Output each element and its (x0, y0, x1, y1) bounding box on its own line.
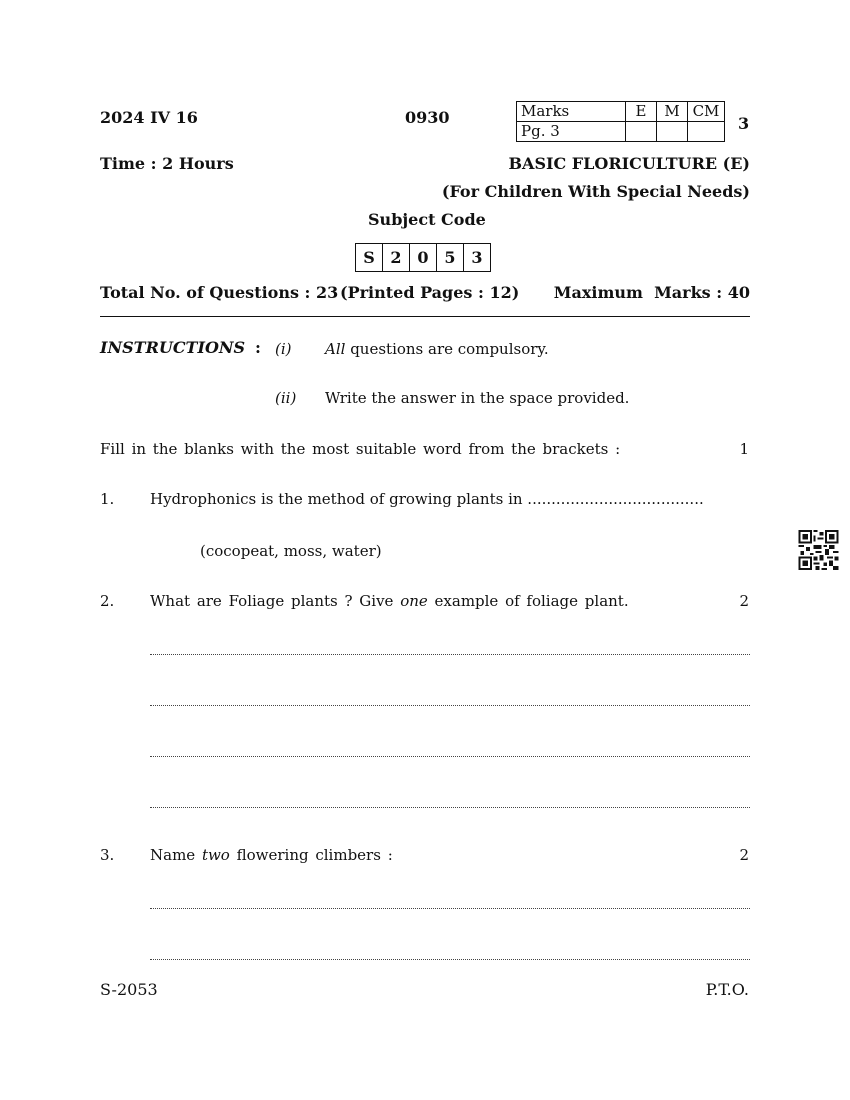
page-label: Pg. 3 (517, 122, 626, 142)
audience-note: (For Children With Special Needs) (441, 182, 750, 201)
time-allowed: Time : 2 Hours (100, 154, 234, 173)
question-number: 2. (100, 592, 115, 610)
marks-cell-m (657, 122, 688, 142)
question-number: 3. (100, 846, 115, 864)
marks-col-e: E (626, 102, 657, 122)
box-total: 3 (738, 114, 750, 133)
answer-options: (cocopeat, moss, water) (200, 542, 382, 560)
instruction-num: (ii) (275, 389, 297, 407)
answer-line[interactable] (150, 959, 750, 960)
code-char: 0 (409, 243, 437, 272)
qr-code-icon (798, 530, 839, 570)
question-text (150, 592, 629, 610)
marks-label: Marks (517, 102, 626, 122)
marks-col-m: M (657, 102, 688, 122)
instructions-label: INSTRUCTIONS (100, 338, 246, 357)
question-marks: 2 (739, 592, 749, 610)
footer-pto: P.T.O. (705, 980, 749, 999)
code-char: 5 (436, 243, 464, 272)
question-number: 1. (100, 490, 115, 508)
instruction-lead: All (325, 340, 346, 358)
question-text-emphasis: two (201, 846, 230, 864)
question-text-part: flowering climbers : (229, 846, 393, 864)
answer-line[interactable] (150, 654, 750, 655)
section-heading: Fill in the blanks with the most suitable word from the brackets : (100, 440, 621, 458)
marks-col-cm: CM (688, 102, 725, 122)
answer-line[interactable] (150, 705, 750, 706)
answer-line[interactable] (150, 756, 750, 757)
question-text-part: Name (150, 846, 202, 864)
exam-code: 2024 IV 16 (100, 108, 198, 127)
instruction-body: questions are compulsory. (345, 340, 549, 358)
question-text (150, 846, 393, 864)
printed-pages: (Printed Pages : 12) (340, 283, 520, 302)
header-divider (100, 316, 750, 317)
marks-cell-cm (688, 122, 725, 142)
subject-title: BASIC FLORICULTURE (E) (508, 154, 750, 173)
footer-code: S-2053 (100, 980, 158, 999)
question-text: Hydrophonics is the method of growing plants in ..................................... (150, 490, 704, 508)
instruction-text (325, 340, 549, 358)
paper-code: 0930 (405, 108, 450, 127)
question-marks: 2 (739, 846, 749, 864)
instruction-num: (i) (275, 340, 292, 358)
marks-cell-e (626, 122, 657, 142)
code-char: S (355, 243, 383, 272)
question-text-part: example of foliage plant. (427, 592, 629, 610)
subject-code-label: Subject Code (368, 210, 486, 229)
total-questions: Total No. of Questions : 23 (100, 283, 339, 302)
question-text-part: What are Foliage plants ? Give (150, 592, 401, 610)
instruction-text: Write the answer in the space provided. (325, 389, 630, 407)
instructions-colon: : (255, 338, 261, 357)
answer-line[interactable] (150, 908, 750, 909)
code-char: 2 (382, 243, 410, 272)
answer-line[interactable] (150, 807, 750, 808)
code-char: 3 (463, 243, 491, 272)
question-text-emphasis: one (400, 592, 428, 610)
subject-code-boxes (356, 243, 491, 272)
marks-box (516, 101, 725, 142)
maximum-marks: Maximum Marks : 40 (553, 283, 750, 302)
section-marks: 1 (739, 440, 749, 458)
